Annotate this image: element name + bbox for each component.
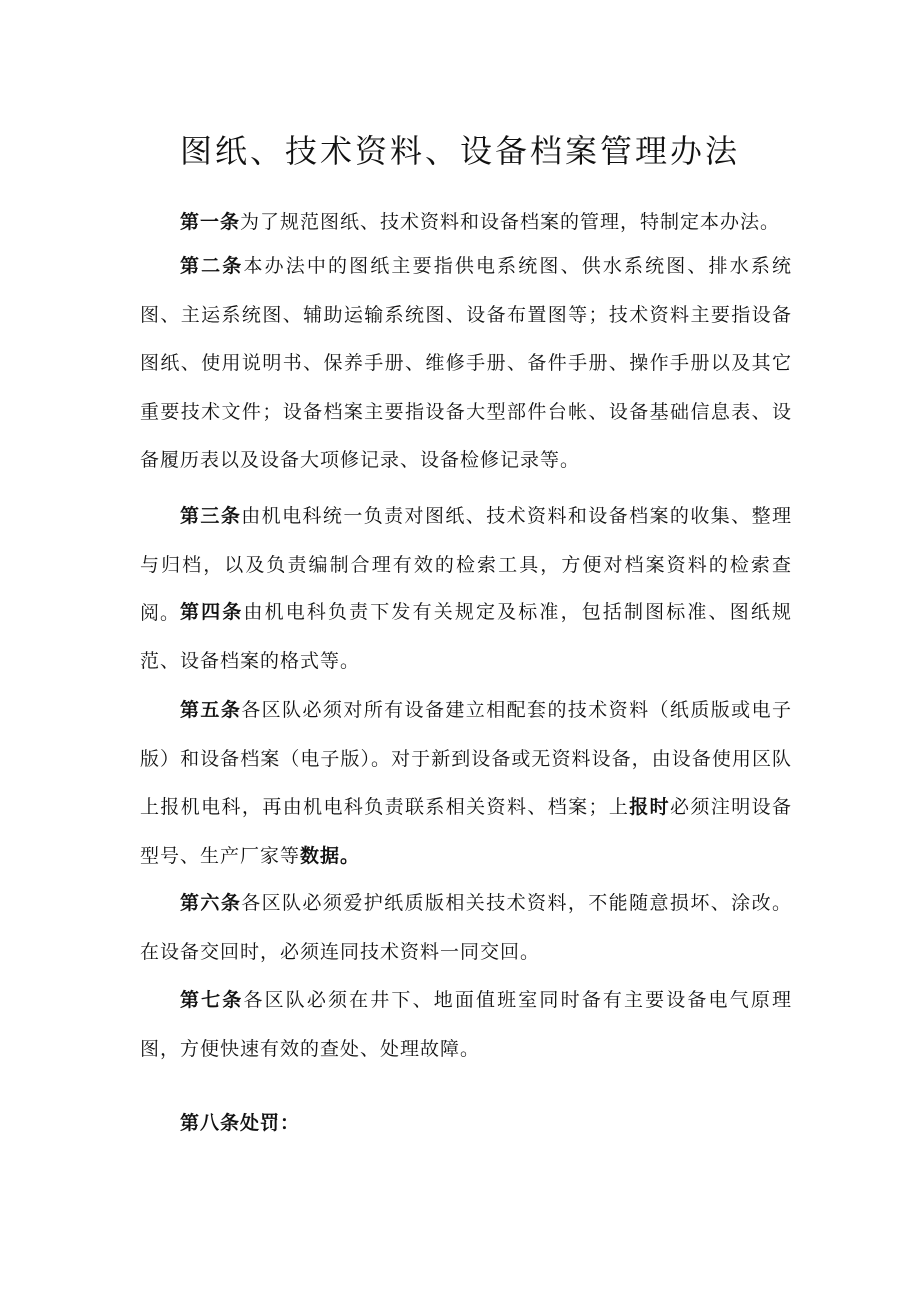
article-label: 第四条 (180, 601, 244, 623)
article-text: 为了规范图纸、技术资料和设备档案的管理，特制定本办法。 (240, 211, 781, 233)
article-label: 第一条 (180, 211, 241, 233)
article-text: 必须注明设备型号、生产厂家等 (140, 796, 792, 867)
article-5 (140, 686, 792, 880)
article-7 (140, 976, 792, 1073)
article-text: 本办法中的图纸主要指供电系统图、供水系统图、排水系统图、主运系统图、辅助运输系统图、设备布置图等；技术资料主要指设备图纸、使用说明书、保养手册、维修手册、备件手册、操作手册以及其它重要技术文件；设备档案主要指设备大型部件台帐、设备基础信息表、设备履历表以及设备大项修记录、设备检修记录等。 (140, 255, 792, 471)
article-2 (140, 242, 792, 485)
article-6 (140, 879, 792, 976)
article-text: 各区队必须在井下、地面值班室同时备有主要设备电气原理图，方便快速有效的查处、处理故障。 (140, 989, 792, 1060)
article-label: 第五条 (180, 699, 242, 721)
article-label: 第六条 (180, 892, 242, 914)
article-4 (140, 588, 792, 685)
article-text: 由机电科统一负责对图纸、技术资料和设备档案的收集、整理与归档，以及负责编制合理有效的检索工具，方便对档案资料的检索查阅。 (140, 505, 792, 624)
article-label: 第二条 (180, 255, 244, 277)
article-label: 第八条处罚： (180, 1112, 301, 1134)
article-label: 第七条 (180, 989, 244, 1011)
article-1 (140, 198, 792, 247)
article-label: 第三条 (180, 505, 242, 527)
article-8 (140, 1099, 792, 1148)
article-emphasis: 报时 (629, 796, 671, 818)
document-title: 图纸、技术资料、设备档案管理办法 (179, 132, 740, 170)
article-emphasis: 数据。 (300, 844, 361, 867)
article-text: 由机电科负责下发有关规定及标准，包括制图标准、图纸规范、设备档案的格式等。 (140, 601, 792, 672)
article-text: 各区队必须爱护纸质版相关技术资料，不能随意损坏、涂改。在设备交回时，必须连同技术资料一同交回。 (140, 892, 792, 963)
article-text: 各区队必须对所有设备建立相配套的技术资料（纸质版或电子版）和设备档案（电子版）。对于新到设备或无资料设备，由设备使用区队上报机电科，再由机电科负责联系相关资料、档案；上 (140, 699, 792, 818)
